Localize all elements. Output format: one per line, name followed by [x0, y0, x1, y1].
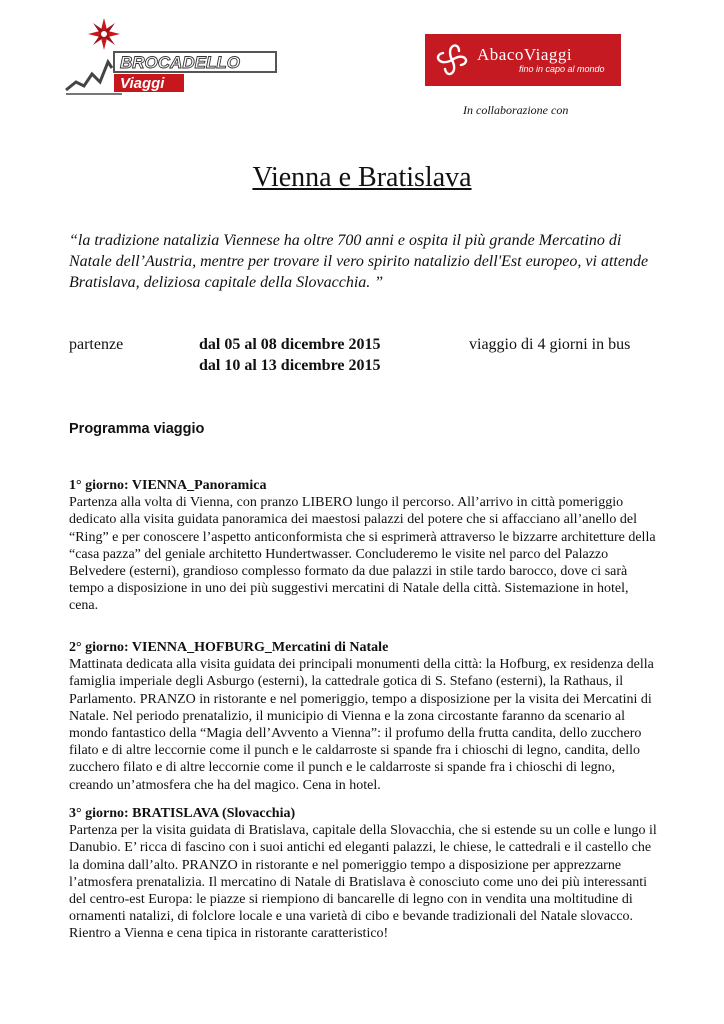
- day-3-section: [69, 805, 661, 943]
- day-2-heading: 2° giorno: VIENNA_HOFBURG_Mercatini di Natale: [69, 640, 389, 655]
- day-1-heading: 1° giorno: VIENNA_Panoramica: [69, 478, 267, 493]
- day-2-text: Mattinata dedicata alla visita guidata dei principali monumenti della città: la Hofburg, ex residenza della famiglia imperiale degli Asburgo (esterni), la cattedrale gotica di S. Stefano (esterni), la Rathaus, il Parlamento. PRANZO in ristorante e nel pomeriggio, tempo a disposizione per la visita dei Mercatini di Natale. Nel periodo prenatalizio, il municipio di Vienna e la zona circostante faranno da scenario al mondo fantastico della “Magia dell’Avvento a Vienna”: il profumo della frutta candita, dello zucchero filato e di altre leccornie come il punch e le caldarroste si spande fra i chioschi di legno, candita, dello zucchero filato e di altre leccornie come il punch e le caldarroste si spande fra i chioschi di legno, creando un’atmosfera che ha del magico. Cena in hotel.: [69, 657, 654, 793]
- day-3-text: Partenza per la visita guidata di Bratislava, capitale della Slovacchia, che si estende su un colle e lungo il Danubio. E’ ricca di fascino con i suoi antichi ed eleganti palazzi, le chiese, le cattedrali e il castello che la domina dall’alto. PRANZO in ristorante e nel pomeriggio tempo a disposizione per apprezzarne l’atmosfera prenatalizia. Il mercatino di Natale di Bratislava è conosciuto come uno dei più interessanti del centro-est Europa: le piazze si riempiono di bancarelle di legno con in vendita una moltitudine di ornamenti natalizi, di folclore locale e una varietà di cibo e bevande tradizionali del Natale slovacco. Rientro a Vienna e cena tipica in ristorante caratteristico!: [69, 823, 657, 942]
- compass-star-icon: [88, 18, 120, 50]
- abaco-tagline: fino in capo al mondo: [519, 64, 605, 74]
- collaboration-note: In collaborazione con: [463, 103, 569, 117]
- intro-quote: “la tradizione natalizia Viennese ha oltre 700 anni e ospita il più grande Mercatino di Natale dell’Austria, mentre per trovare il vero spirito natalizio dell'Est europeo, vi attende Bratislava, deliziosa capitale della Slovacchia. ”: [69, 232, 649, 291]
- day-1-text: Partenza alla volta di Vienna, con pranzo LIBERO lungo il percorso. All’arrivo in città pomeriggio dedicato alla visita guidata panoramica dei maestosi palazzi del potere che si affacciano all’anello del “Ring” e per conoscere l’aspetto anticonformista che si esprimerà attraverso le bizzarre architetture della “casa pazza” del geniale architetto Hundertwasser. Concluderemo le visite nel parco del Palazzo Belvedere (esterni), grandioso complesso formato da due palazzi in stile tardo barocco, dove ci sarà tempo a disposizione in uno dei più suggestivi mercatini di Natale della città. Sistemazione in hotel, cena.: [69, 495, 656, 614]
- trip-duration-note: viaggio di 4 giorni in bus: [469, 336, 631, 353]
- program-title: Programma viaggio: [69, 421, 205, 437]
- brocadello-wordmark: BROCADELLO: [120, 53, 240, 72]
- departures-label: partenze: [69, 336, 124, 353]
- day-1-section: [69, 477, 661, 615]
- page-title: Vienna e Bratislava: [252, 162, 472, 193]
- departure-date-2: dal 10 al 13 dicembre 2015: [199, 357, 381, 374]
- abaco-swirl-icon: [429, 37, 475, 83]
- day-2-section: [69, 639, 661, 794]
- abacoviaggi-logo: [425, 34, 621, 86]
- abaco-brand: AbacoViaggi: [477, 45, 573, 64]
- brocadello-logo: [62, 16, 282, 96]
- brocadello-sub: Viaggi: [120, 75, 165, 92]
- day-3-heading: 3° giorno: BRATISLAVA (Slovacchia): [69, 806, 296, 821]
- departure-date-1: dal 05 al 08 dicembre 2015: [199, 336, 381, 353]
